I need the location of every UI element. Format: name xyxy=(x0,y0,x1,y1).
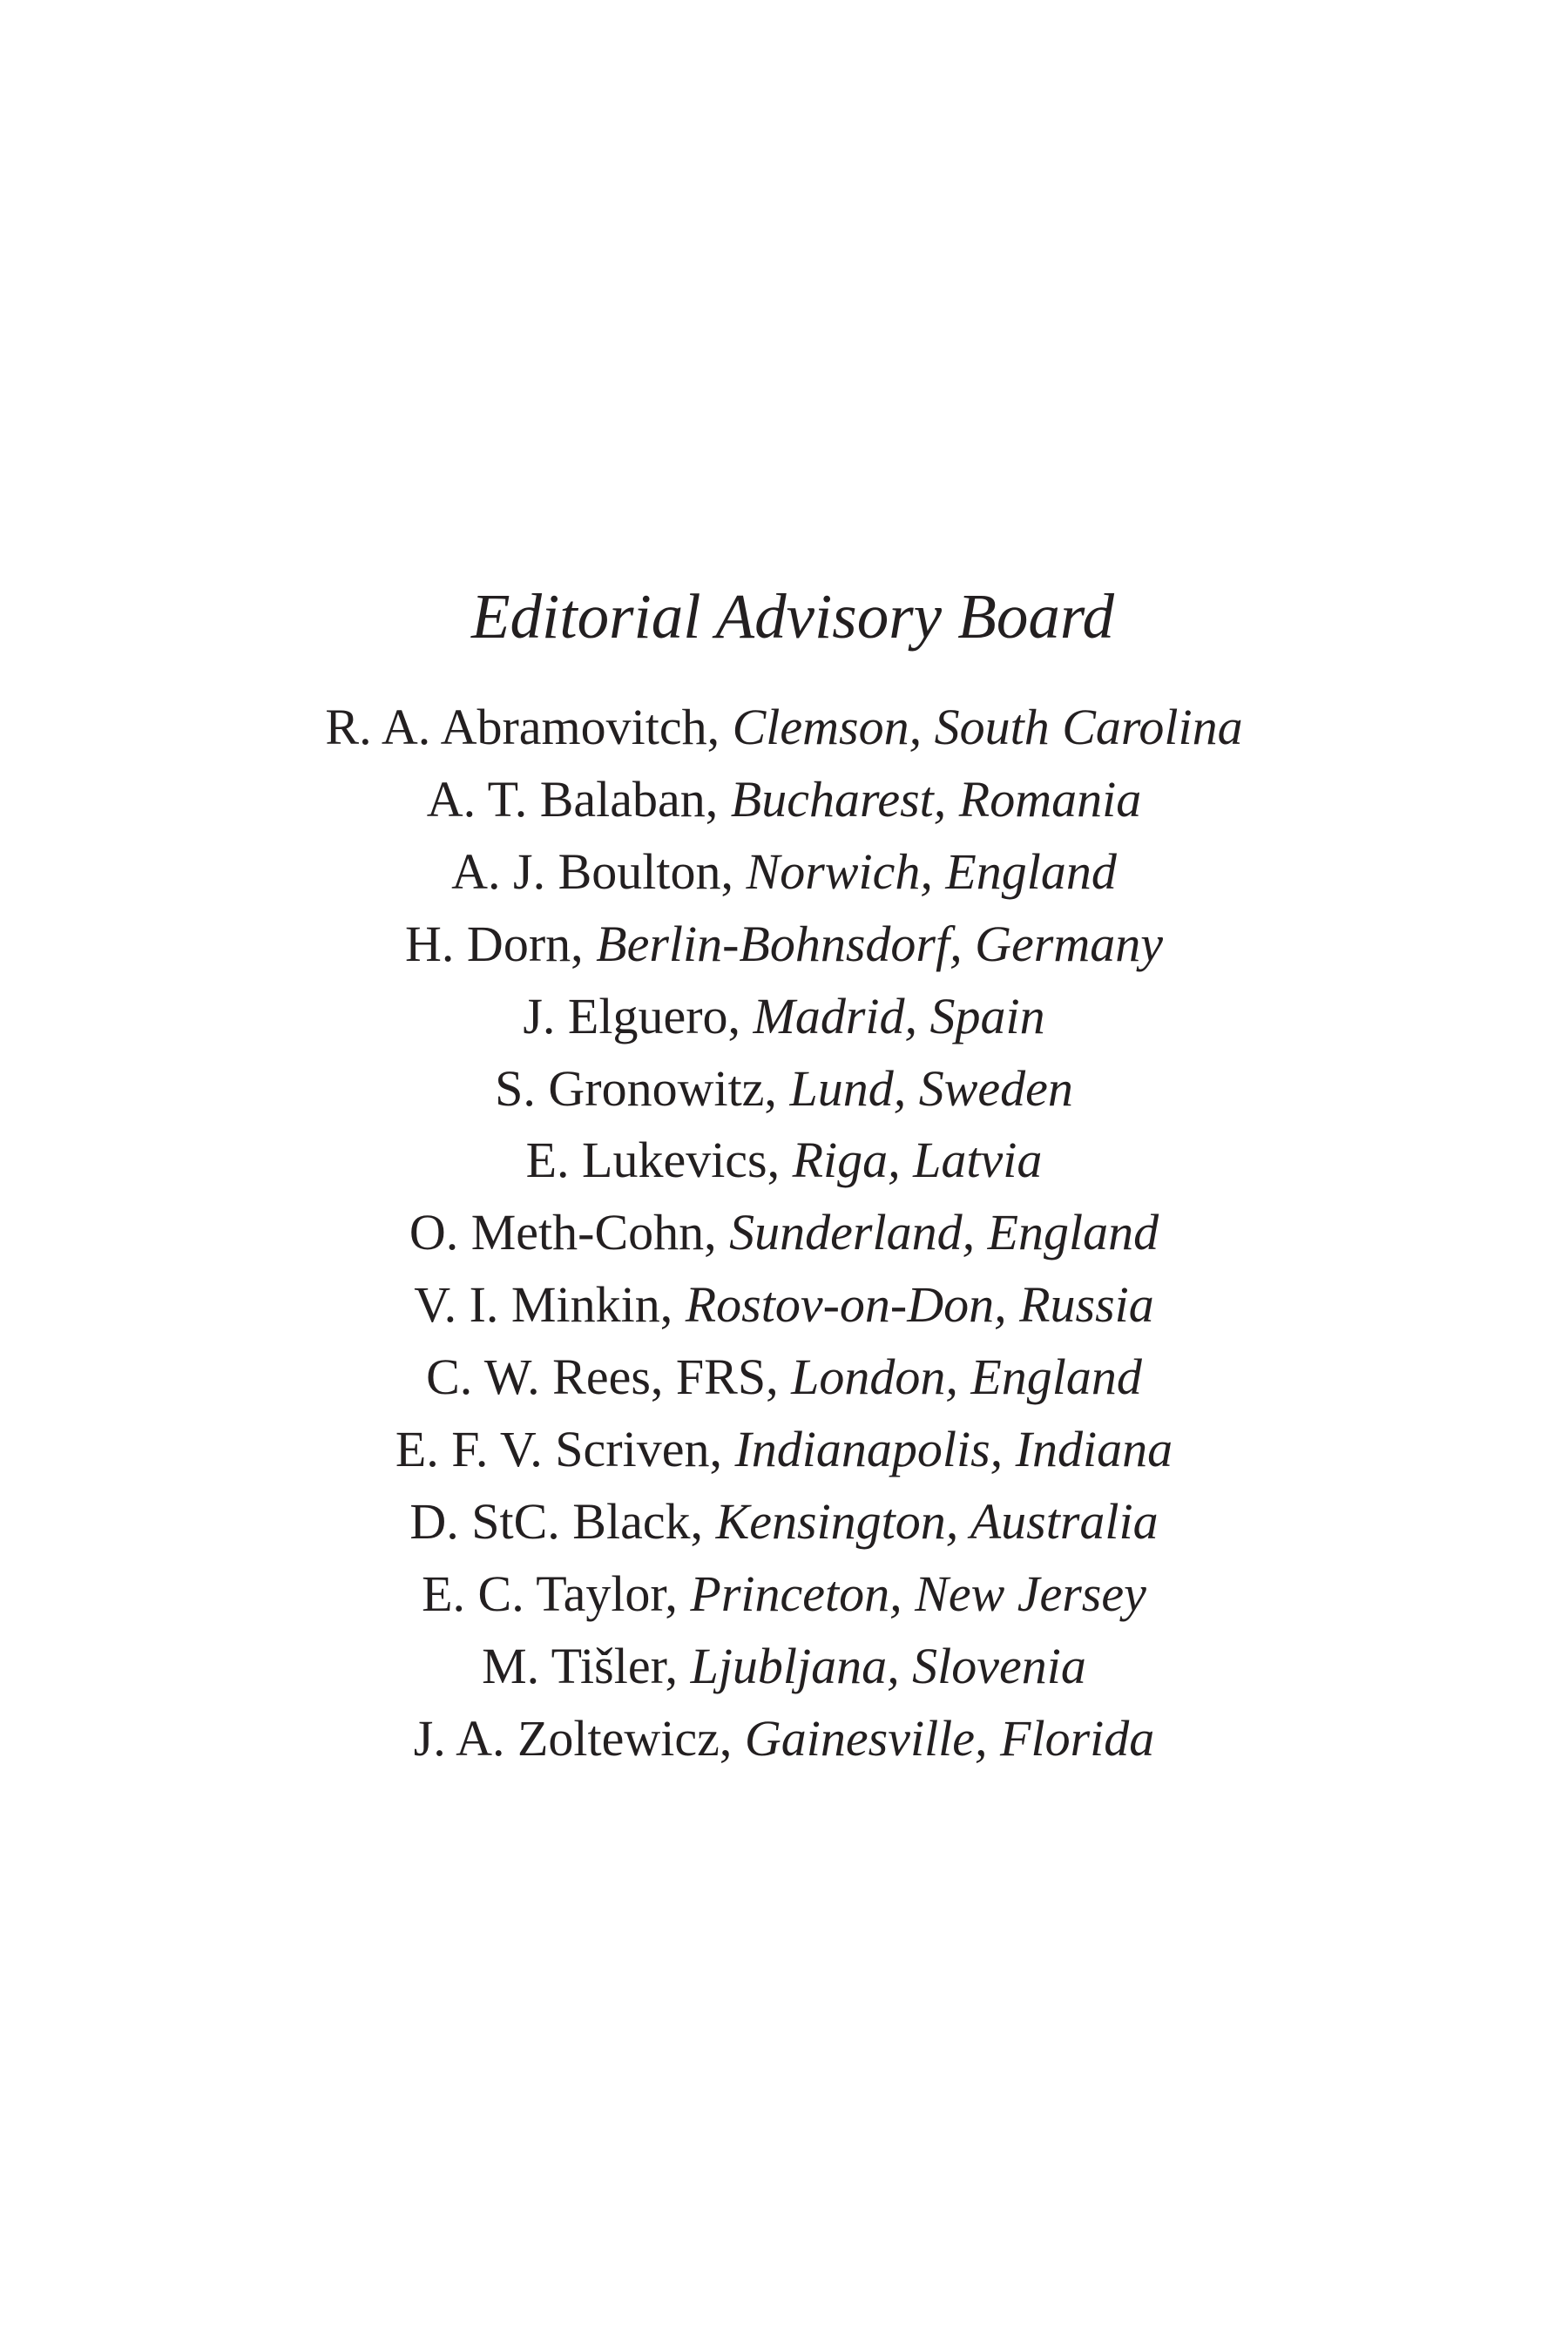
member-location: Sunderland, England xyxy=(729,1204,1159,1261)
member-location: Clemson, South Carolina xyxy=(732,699,1243,755)
member-location: Riga, Latvia xyxy=(792,1132,1043,1189)
member-location: Madrid, Spain xyxy=(753,987,1045,1044)
member-location: Indianapolis, Indiana xyxy=(734,1421,1173,1478)
member-name: H. Dorn, xyxy=(405,915,584,972)
member-name: E. Lukevics, xyxy=(525,1132,781,1189)
member-entry xyxy=(0,1558,1568,1631)
member-entry xyxy=(0,1197,1568,1269)
member-name: D. StC. Black, xyxy=(409,1492,704,1550)
member-entry xyxy=(0,764,1568,836)
editorial-advisory-board xyxy=(0,575,1568,1775)
member-location: Bucharest, Romania xyxy=(730,770,1142,828)
member-name: E. F. V. Scriven, xyxy=(395,1421,722,1478)
member-entry xyxy=(0,1631,1568,1703)
member-name: S. Gronowitz, xyxy=(495,1059,777,1117)
board-title: Editorial Advisory Board xyxy=(470,581,1115,652)
member-location: Lund, Sweden xyxy=(789,1059,1073,1117)
member-location: Gainesville, Florida xyxy=(744,1709,1155,1767)
member-entry xyxy=(0,1414,1568,1486)
member-location: Kensington, Australia xyxy=(715,1492,1159,1550)
member-entry xyxy=(0,836,1568,909)
member-entry xyxy=(0,1342,1568,1414)
member-name: R. A. Abramovitch, xyxy=(325,699,720,755)
member-entry xyxy=(0,692,1568,764)
member-name: E. C. Taylor, xyxy=(422,1565,678,1622)
member-entry xyxy=(0,1703,1568,1775)
member-name: A. J. Boulton, xyxy=(451,842,734,900)
member-name: C. W. Rees, FRS, xyxy=(426,1348,779,1406)
members-list xyxy=(0,692,1568,1775)
member-location: Norwich, England xyxy=(746,842,1117,900)
member-name: J. A. Zoltewicz, xyxy=(413,1709,733,1767)
member-entry xyxy=(0,1269,1568,1342)
member-name: O. Meth-Cohn, xyxy=(409,1204,717,1261)
member-entry xyxy=(0,1125,1568,1197)
member-entry xyxy=(0,1053,1568,1125)
member-name: V. I. Minkin, xyxy=(414,1276,673,1334)
member-entry xyxy=(0,1486,1568,1558)
member-entry xyxy=(0,981,1568,1053)
member-location: Berlin-Bohnsdorf, Germany xyxy=(596,915,1163,972)
member-name: M. Tišler, xyxy=(482,1637,679,1694)
member-location: Rostov-on-Don, Russia xyxy=(685,1276,1154,1334)
member-location: Ljubljana, Slovenia xyxy=(690,1637,1086,1694)
member-location: London, England xyxy=(791,1348,1142,1406)
member-entry xyxy=(0,909,1568,981)
member-name: A. T. Balaban, xyxy=(426,770,719,828)
member-location: Princeton, New Jersey xyxy=(690,1565,1146,1622)
member-name: J. Elguero, xyxy=(523,987,741,1044)
